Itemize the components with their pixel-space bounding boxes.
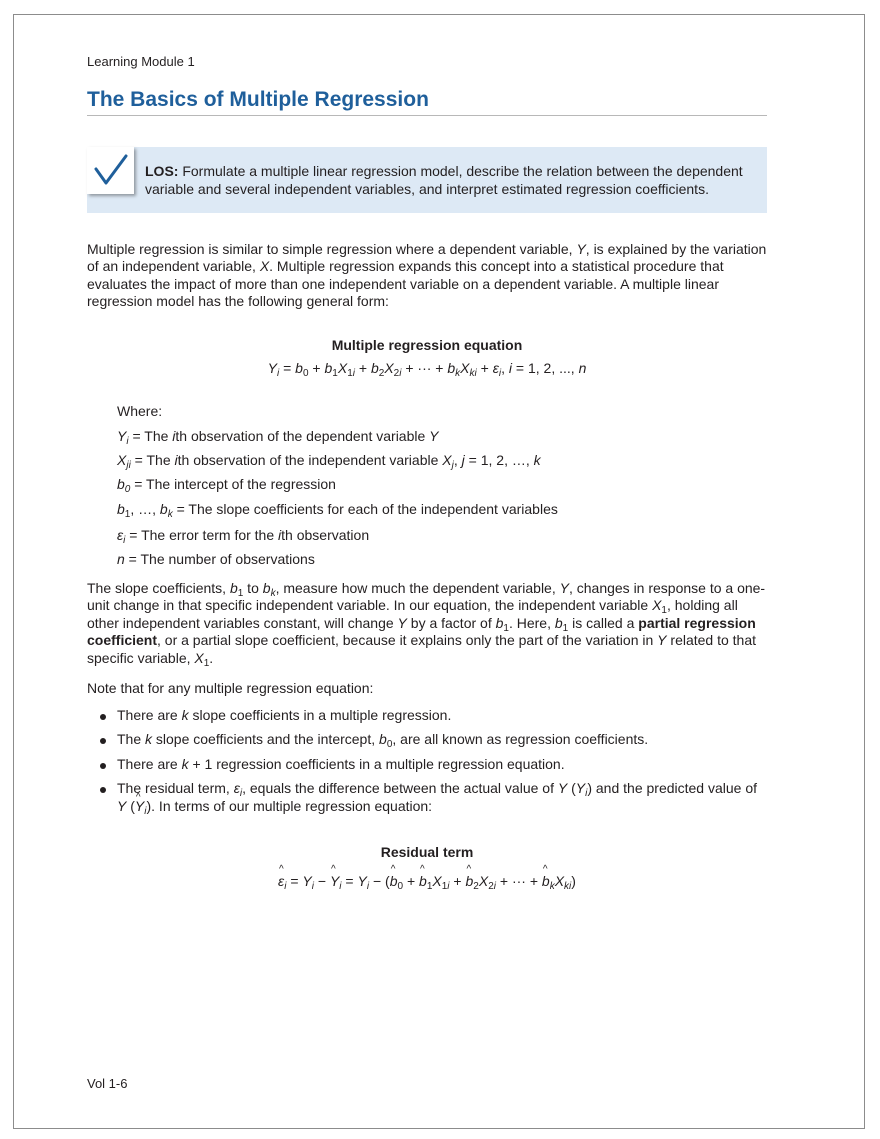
title-divider [87, 115, 767, 116]
multiple-regression-equation: $Y_i = b_0 + b_1X_{1i} + b_2X_{2i}$ + ··· + $b_kX_{ki} + \varepsilon_i$, i = 1, 2, ..., n [267, 360, 587, 379]
definition-item: $Y_i$ = The ith observation of the dependent variable Y [117, 428, 439, 447]
los-check-badge [87, 147, 134, 194]
coefficient-bullet-list [87, 707, 767, 822]
slope-paragraph: The slope coefficients, $b_1$ to $b_k$, measure how much the dependent variable, Y, changes in response to a one-unit change in that specific independent variable. In our equation, the independent variable $X_1$, holding all other independent variables constant, will change Y by a factor of $b_1$. Here, $b_1$ is called a partial regression coefficient, or a partial slope coefficient, because it explains only the part of the variation in Y related to that specific variable, $X_1$. [87, 580, 766, 669]
module-label: Learning Module 1 [87, 54, 195, 69]
page-title: The Basics of Multiple Regression [87, 88, 429, 111]
los-label: LOS: [145, 163, 179, 179]
residual-heading: Residual term [380, 844, 474, 860]
definition-item: n = The number of observations [117, 551, 315, 567]
los-text [145, 162, 757, 198]
where-label: Where: [117, 403, 163, 419]
definition-item: $\varepsilon_i$ = The error term for the ith observation [117, 527, 370, 546]
note-paragraph: Note that for any multiple regression equation: [87, 680, 374, 696]
list-item: The k slope coefficients and the intercept, $b_0$, are all known as regression coefficients. [87, 731, 767, 748]
residual-equation: ^ $\varepsilon_i = Y_i$ − ^ $Y_i = Y_i$ − (^ $b_0$ + ^ $b_1X_{1i}$ + ^ $b_2X_{2i}$ + ··· + ^ $b_kX_{ki}$) [87, 873, 767, 889]
checkmark-icon [87, 147, 134, 194]
page-number: Vol 1-6 [87, 1076, 128, 1091]
list-item: There are k + 1 regression coefficients in a multiple regression equation. [87, 756, 767, 773]
list-item: There are k slope coefficients in a multiple regression. [87, 707, 767, 724]
definition-item: $b_0$ = The intercept of the regression [117, 476, 336, 495]
list-item: The residual term, $\varepsilon_i$, equals the difference between the actual value of Y $(Y_i)$ and the predicted value of Y (^ $Y_i$). In terms of our multiple regression equation: [87, 780, 767, 815]
definition-item: $b_1$, …, $b_k$ = The slope coefficients for each of the independent variables [117, 501, 558, 520]
definition-item: $X_{ji}$ = The ith observation of the independent variable $X_j$, j = 1, 2, …, k [117, 452, 541, 471]
los-description: Formulate a multiple linear regression model, describe the relation between the dependent variable and several independent variables, and interpret estimated regression coefficients. [145, 163, 743, 197]
intro-paragraph: Multiple regression is similar to simple regression where a dependent variable, Y, is explained by the variation of an independent variable, X. Multiple regression expands this concept into a statistical procedure that evaluates the impact of more than one independent variable on a dependent variable. A multiple linear regression model has the following general form: [87, 241, 767, 310]
equation-heading: Multiple regression equation [331, 337, 523, 353]
